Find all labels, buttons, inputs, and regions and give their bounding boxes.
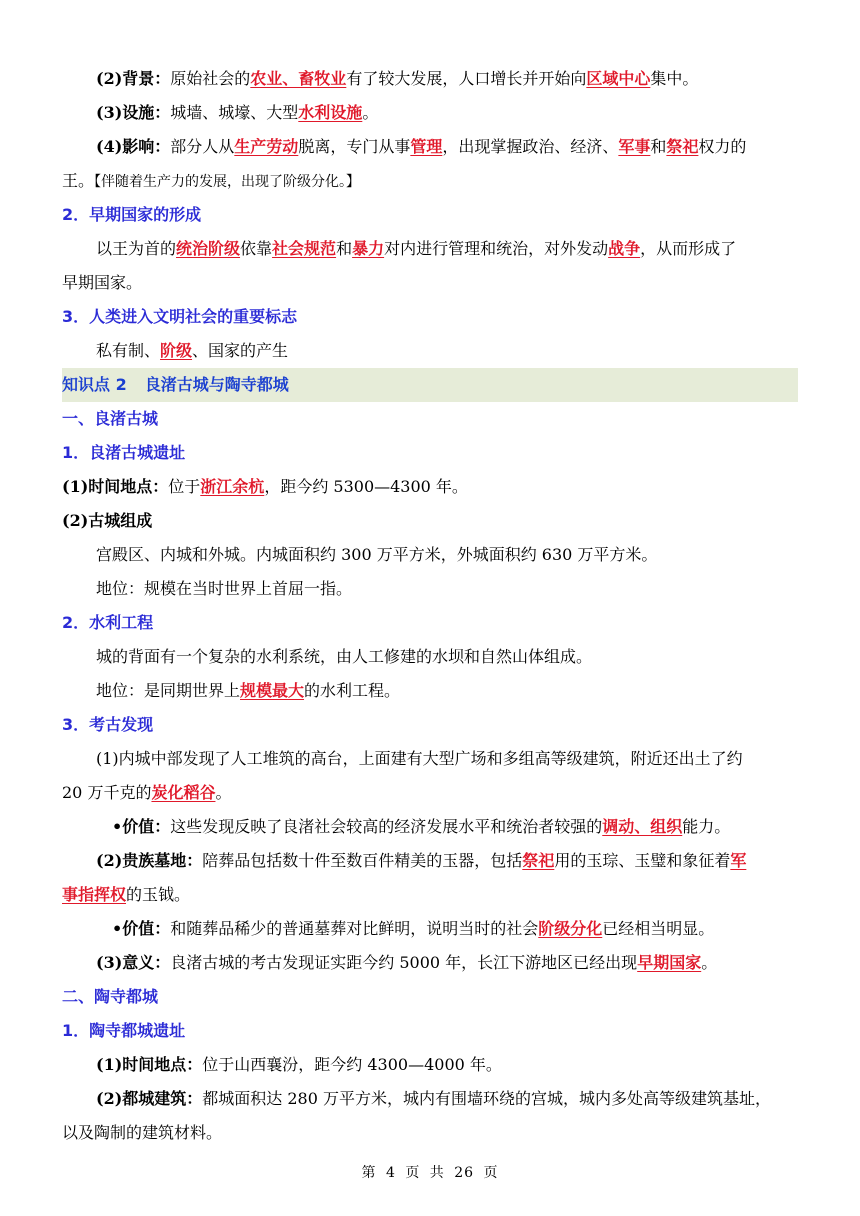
item-label: (3)设施： — [96, 103, 171, 122]
key-term: 农业、畜牧业 — [250, 69, 347, 88]
key-term: 阶级分化 — [538, 919, 603, 938]
footer-text: 页 — [405, 1165, 421, 1181]
text: 和 — [650, 137, 667, 156]
text: 有了较大发展，人口增长并开始向 — [346, 69, 587, 88]
key-term: 事指挥权 — [62, 885, 127, 904]
page-number: 4 — [385, 1165, 396, 1181]
heading: 二、陶寺都城 — [62, 987, 159, 1006]
paragraph-water-status — [62, 674, 798, 708]
key-term: 生产劳动 — [234, 137, 299, 156]
text: 的玉钺。 — [126, 885, 191, 904]
item-label: (2)背景： — [96, 69, 171, 88]
item-label: •价值： — [112, 919, 171, 938]
text: 原始社会的 — [170, 69, 251, 88]
paragraph-taosi-buildings — [62, 1082, 798, 1116]
key-term: 军 — [730, 851, 747, 870]
text: 能力。 — [682, 817, 731, 836]
heading: 3．考古发现 — [62, 715, 154, 734]
paragraph-influence-cont — [62, 164, 798, 198]
key-term: 阶级 — [160, 341, 193, 360]
paragraph-findings-cont — [62, 776, 798, 810]
sub-heading: (2)古城组成 — [62, 511, 153, 530]
paragraph-early-state-cont: 早期国家。 — [62, 273, 143, 292]
paragraph-water-system: 城的背面有一个复杂的水利系统，由人工修建的水坝和自然山体组成。 — [96, 647, 593, 666]
key-term: 规模最大 — [240, 681, 305, 700]
key-term: 管理 — [410, 137, 443, 156]
paragraph-background — [62, 62, 798, 96]
text: 位于 — [168, 477, 201, 496]
text: 私有制、 — [96, 341, 161, 360]
text: 。 — [215, 783, 232, 802]
section-banner — [62, 368, 798, 402]
text: 用的玉琮、玉璧和象征着 — [554, 851, 731, 870]
page-total: 26 — [454, 1165, 475, 1181]
key-term: 早期国家 — [637, 953, 702, 972]
text: 已经相当明显。 — [602, 919, 715, 938]
text: 。 — [701, 953, 718, 972]
key-term: 炭化稻谷 — [151, 783, 216, 802]
text: 陪葬品包括数十件至数百件精美的玉器，包括 — [202, 851, 523, 870]
text: 部分人从 — [170, 137, 235, 156]
heading: 一、良渚古城 — [62, 409, 159, 428]
key-term: 战争 — [608, 239, 641, 258]
text: 20 万千克的 — [62, 783, 152, 802]
heading: 2．水利工程 — [62, 613, 154, 632]
paragraph-influence — [62, 130, 798, 164]
text: 良渚古城的考古发现证实距今约 5000 年，长江下游地区已经出现 — [170, 953, 638, 972]
item-label: (1)时间地点： — [96, 1055, 203, 1074]
paragraph-value-2 — [62, 912, 798, 946]
heading: 3．人类进入文明社会的重要标志 — [62, 307, 298, 326]
item-label: (1)时间地点： — [62, 477, 169, 496]
text: 地位：是同期世界上 — [96, 681, 241, 700]
paragraph-tombs — [62, 844, 798, 878]
footer-text: 共 — [429, 1165, 445, 1181]
paragraph-facilities — [62, 96, 798, 130]
text: ，从而形成了 — [640, 239, 737, 258]
heading: 2．早期国家的形成 — [62, 205, 202, 224]
footer-text: 页 — [483, 1165, 499, 1181]
text: 城墙、城壕、大型 — [170, 103, 299, 122]
text: 位于山西襄汾，距今约 4300—4000 年。 — [202, 1055, 502, 1074]
paragraph-early-state — [62, 232, 798, 266]
key-term: 暴力 — [352, 239, 385, 258]
text: 都城面积达 280 万平方米，城内有围墙环绕的宫城，城内多处高等级建筑基址， — [202, 1089, 771, 1108]
note: 【伴随着生产力的发展，出现了阶级分化。】 — [94, 174, 361, 190]
section-title: 良渚古城与陶寺都城 — [144, 375, 289, 394]
text: 权力的 — [698, 137, 747, 156]
footer-text: 第 — [361, 1165, 377, 1181]
key-term: 祭祀 — [666, 137, 699, 156]
text: 的水利工程。 — [304, 681, 401, 700]
paragraph-time-place — [62, 470, 798, 504]
paragraph-civilization — [62, 334, 798, 368]
paragraph-composition: 宫殿区、内城和外城。内城面积约 300 万平方米，外城面积约 630 万平方米。 — [96, 545, 658, 564]
text: 依靠 — [240, 239, 273, 258]
paragraph-value-1 — [62, 810, 798, 844]
paragraph-status: 地位：规模在当时世界上首屈一指。 — [96, 579, 353, 598]
text: 以王为首的 — [96, 239, 177, 258]
text: 、国家的产生 — [192, 341, 289, 360]
text: 和 — [336, 239, 353, 258]
key-term: 社会规范 — [272, 239, 337, 258]
item-label: (3)意义： — [96, 953, 171, 972]
key-term: 浙江余杭 — [200, 477, 265, 496]
text: 脱离，专门从事 — [298, 137, 411, 156]
item-label: (2)贵族墓地： — [96, 851, 203, 870]
text: 。 — [362, 103, 379, 122]
document-page — [62, 62, 798, 1150]
paragraph-taosi-buildings-cont: 以及陶制的建筑材料。 — [62, 1123, 223, 1142]
heading: 1．良渚古城遗址 — [62, 443, 186, 462]
text: ，出现掌握政治、经济、 — [442, 137, 619, 156]
text: 这些发现反映了良渚社会较高的经济发展水平和统治者较强的 — [170, 817, 603, 836]
key-term: 水利设施 — [298, 103, 363, 122]
section-number: 知识点 2 — [62, 375, 127, 394]
item-label: •价值： — [112, 817, 171, 836]
paragraph-significance — [62, 946, 798, 980]
paragraph-tombs-cont — [62, 878, 798, 912]
text: 和随葬品稀少的普通墓葬对比鲜明，说明当时的社会 — [170, 919, 539, 938]
key-term: 区域中心 — [586, 69, 651, 88]
item-label: (4)影响： — [96, 137, 171, 156]
text: 对内进行管理和统治，对外发动 — [384, 239, 609, 258]
text: 集中。 — [650, 69, 699, 88]
key-term: 调动、组织 — [602, 817, 683, 836]
page-footer — [0, 1162, 860, 1182]
text: ，距今约 5300—4300 年。 — [264, 477, 468, 496]
paragraph-findings: (1)内城中部发现了人工堆筑的高台，上面建有大型广场和多组高等级建筑，附近还出土了约 — [96, 749, 743, 768]
heading: 1．陶寺都城遗址 — [62, 1021, 186, 1040]
key-term: 军事 — [618, 137, 651, 156]
paragraph-taosi-time — [62, 1048, 798, 1082]
key-term: 祭祀 — [522, 851, 555, 870]
text: 王。 — [62, 171, 95, 190]
item-label: (2)都城建筑： — [96, 1089, 203, 1108]
key-term: 统治阶级 — [176, 239, 241, 258]
